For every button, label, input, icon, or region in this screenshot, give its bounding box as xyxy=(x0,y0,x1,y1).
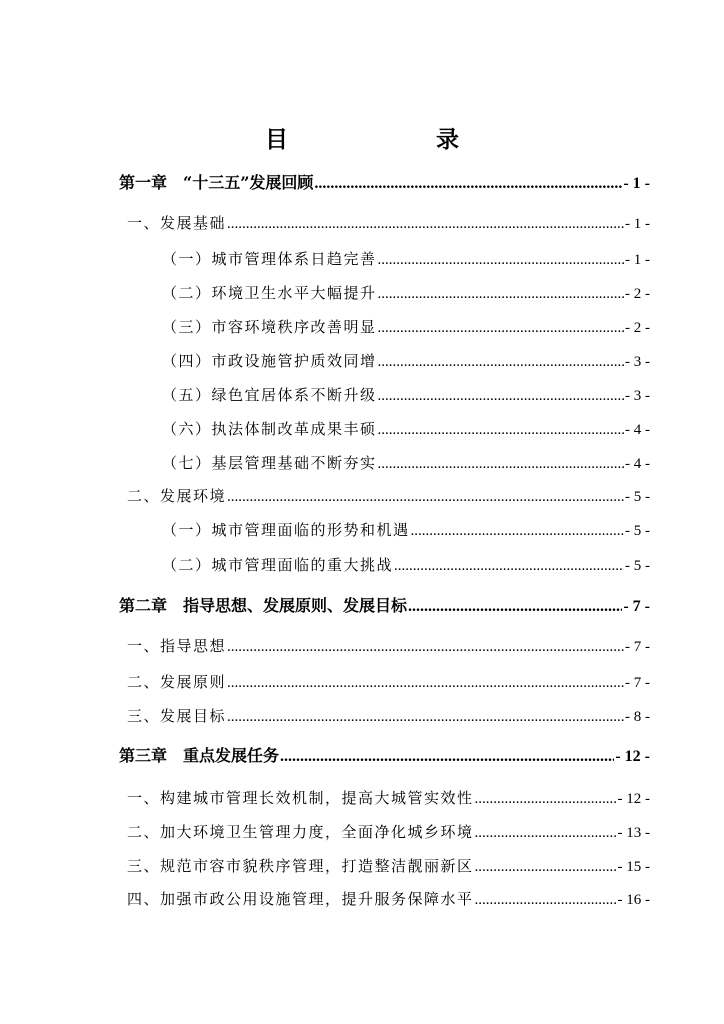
toc-entry-page: - 5 - xyxy=(625,489,650,505)
toc-entry-page: - 7 - xyxy=(623,598,650,615)
toc-entry-label: 三、发展目标 xyxy=(127,707,227,725)
toc-entry-section[interactable] xyxy=(127,670,650,694)
toc-entry-page: - 1 - xyxy=(625,216,650,232)
dot-leader xyxy=(475,888,617,912)
dot-leader xyxy=(227,671,624,695)
toc-entry-page: - 5 - xyxy=(625,558,650,574)
dot-leader xyxy=(378,248,624,272)
toc-entry-section[interactable] xyxy=(127,634,650,658)
toc-entry-page: - 3 - xyxy=(625,354,650,370)
toc-entry-page: - 8 - xyxy=(625,709,650,725)
dot-leader xyxy=(227,485,624,509)
toc-entry-page: - 12 - xyxy=(615,748,650,765)
dot-leader xyxy=(475,787,617,811)
toc-entry-label: 四、加强市政公用设施管理，提升服务保障水平 xyxy=(127,890,474,908)
toc-entry-label: 一、构建城市管理长效机制，提高大城管实效性 xyxy=(127,789,474,807)
toc-entry-section[interactable] xyxy=(127,211,650,235)
dot-leader xyxy=(314,172,622,196)
dot-leader xyxy=(378,316,624,340)
toc-entry-page: - 3 - xyxy=(625,388,650,404)
toc-entry-chapter-2[interactable] xyxy=(119,594,650,618)
toc-entry-page: - 1 - xyxy=(623,175,650,192)
dot-leader xyxy=(280,745,614,769)
toc-entry-subsection[interactable] xyxy=(162,553,650,577)
toc-entry-chapter-3[interactable] xyxy=(119,744,650,768)
toc-entry-section[interactable] xyxy=(127,484,650,508)
toc-entry-subsection[interactable] xyxy=(162,315,650,339)
dot-leader xyxy=(227,705,624,729)
toc-entry-page: - 7 - xyxy=(625,675,650,691)
toc-entry-label: （七）基层管理基础不断夯实 xyxy=(162,454,377,472)
toc-entry-page: - 4 - xyxy=(625,422,650,438)
toc-entry-label: （二）城市管理面临的重大挑战 xyxy=(162,556,394,574)
toc-entry-page: - 16 - xyxy=(617,892,650,908)
toc-entry-subsection[interactable] xyxy=(162,518,650,542)
toc-entry-subsection[interactable] xyxy=(162,417,650,441)
toc-entry-subsection[interactable] xyxy=(162,349,650,373)
toc-entry-label: 二、加大环境卫生管理力度，全面净化城乡环境 xyxy=(127,823,474,841)
dot-leader xyxy=(475,821,617,845)
toc-entry-section[interactable] xyxy=(127,854,650,878)
toc-entry-label: （一）城市管理面临的形势和机遇 xyxy=(162,521,410,539)
dot-leader xyxy=(378,418,624,442)
toc-entry-subsection[interactable] xyxy=(162,383,650,407)
toc-entry-section[interactable] xyxy=(127,887,650,911)
toc-entry-label: 二、发展原则 xyxy=(127,673,227,691)
dot-leader xyxy=(227,212,624,236)
toc-entry-label: （一）城市管理体系日趋完善 xyxy=(162,250,377,268)
toc-entry-subsection[interactable] xyxy=(162,281,650,305)
toc-entry-page: - 2 - xyxy=(625,320,650,336)
toc-entry-page: - 12 - xyxy=(617,791,650,807)
dot-leader xyxy=(378,350,624,374)
dot-leader xyxy=(411,519,624,543)
dot-leader xyxy=(475,855,617,879)
toc-entry-label: 二、发展环境 xyxy=(127,487,227,505)
toc-entry-subsection[interactable] xyxy=(162,451,650,475)
toc-entry-page: - 5 - xyxy=(625,523,650,539)
toc-entry-label: 第三章 重点发展任务 xyxy=(119,746,280,765)
toc-entry-page: - 15 - xyxy=(617,859,650,875)
toc-entry-page: - 1 - xyxy=(625,252,650,268)
toc-entry-section[interactable] xyxy=(127,786,650,810)
toc-entry-label: （五）绿色宜居体系不断升级 xyxy=(162,386,377,404)
dot-leader xyxy=(378,282,624,306)
toc-entry-page: - 4 - xyxy=(625,456,650,472)
toc-entry-label: 第一章 “十三五”发展回顾 xyxy=(119,173,314,192)
dot-leader xyxy=(227,635,624,659)
toc-entry-section[interactable] xyxy=(127,820,650,844)
toc-entry-section[interactable] xyxy=(127,704,650,728)
toc-entry-page: - 2 - xyxy=(625,286,650,302)
toc-entry-subsection[interactable] xyxy=(162,247,650,271)
toc-entry-label: （三）市容环境秩序改善明显 xyxy=(162,318,377,336)
toc-entry-label: 三、规范市容市貌秩序管理，打造整洁靓丽新区 xyxy=(127,857,474,875)
toc-entry-page: - 13 - xyxy=(617,825,650,841)
toc-entry-chapter-1[interactable] xyxy=(119,171,650,195)
toc-entry-label: 一、指导思想 xyxy=(127,637,227,655)
toc-entry-label: （二）环境卫生水平大幅提升 xyxy=(162,284,377,302)
toc-entry-label: （六）执法体制改革成果丰硕 xyxy=(162,420,377,438)
dot-leader xyxy=(378,384,624,408)
toc-entry-page: - 7 - xyxy=(625,639,650,655)
toc-title: 目 录 xyxy=(265,126,493,153)
toc-entry-label: 一、发展基础 xyxy=(127,214,227,232)
toc-entry-label: （四）市政设施管护质效同增 xyxy=(162,352,377,370)
toc-entry-label: 第二章 指导思想、发展原则、发展目标 xyxy=(119,596,408,615)
dot-leader xyxy=(408,595,622,619)
dot-leader xyxy=(378,452,624,476)
dot-leader xyxy=(394,554,624,578)
